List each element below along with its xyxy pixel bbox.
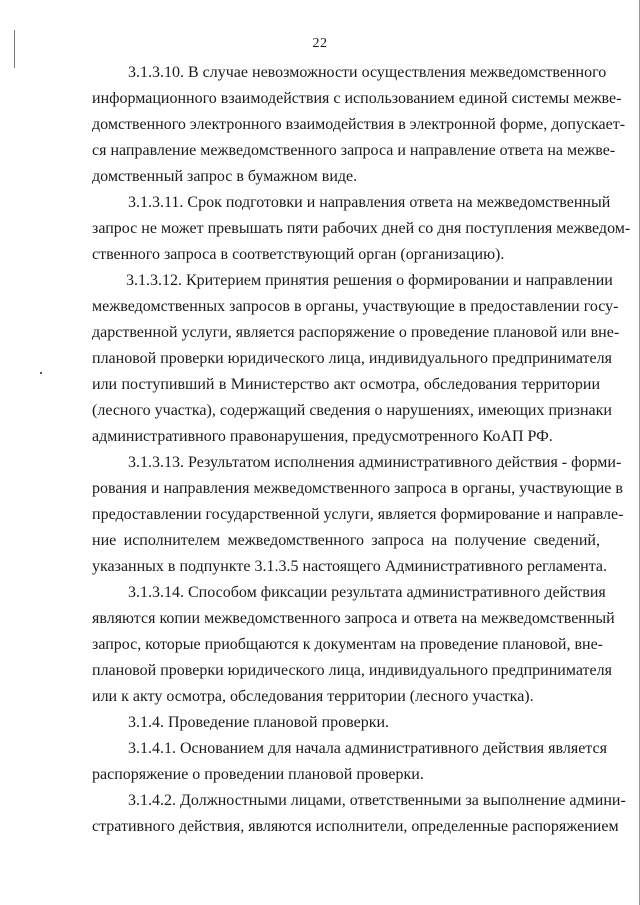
text-line: 3.1.3.12. Критерием принятия решения о формировании и направлении — [126, 272, 613, 289]
text-line: плановой проверки юридического лица, индивидуального предпринимателя — [92, 350, 612, 367]
text-line: 3.1.3.10. В случае невозможности осуществления межведомственного — [128, 64, 607, 81]
text-line: административного правонарушения, предусмотренного КоАП РФ. — [92, 428, 553, 445]
text-line: домственный запрос в бумажном виде. — [92, 168, 358, 185]
text-line: (лесного участка), содержащий сведения о нарушениях, имеющих признаки — [92, 402, 612, 419]
text-line: или поступивший в Министерство акт осмотра, обследования территории — [92, 376, 600, 393]
text-line: указанных в подпункте 3.1.3.5 настоящего Административного регламента. — [92, 558, 608, 575]
text-line: 3.1.3.13. Результатом исполнения административного действия - форми- — [128, 454, 622, 471]
text-line: запрос, которые приобщаются к документам на проведение плановой, вне- — [92, 636, 603, 653]
text-line: информационного взаимодействия с использованием единой системы межве- — [92, 90, 622, 107]
text-line: домственного электронного взаимодействия в электронной форме, допускает- — [92, 116, 626, 133]
text-line: 3.1.4.2. Должностными лицами, ответственными за выполнение админи- — [128, 792, 626, 809]
text-line: ся направление межведомственного запроса и направление ответа на межве- — [92, 142, 616, 159]
text-line: являются копии межведомственного запроса и ответа на межведомственный — [92, 610, 615, 627]
text-line: 3.1.3.11. Срок подготовки и направления ответа на межведомственный — [128, 194, 611, 211]
text-line: ние исполнителем межведомственного запроса на получение сведений, — [92, 532, 600, 549]
text-line: рования и направления межведомственного запроса в органы, участвующие в — [92, 480, 623, 497]
text-line: дарственной услуги, является распоряжение о проведение плановой или вне- — [92, 324, 620, 341]
text-line: или к акту осмотра, обследования территории (лесного участка). — [92, 688, 534, 705]
text-line: плановой проверки юридического лица, индивидуального предпринимателя — [92, 662, 612, 679]
page-number: 22 — [312, 36, 328, 51]
text-line: 3.1.3.14. Способом фиксации результата административного действия — [128, 584, 606, 601]
text-line: ственного запроса в соответствующий орган (организацию). — [92, 246, 505, 263]
text-line: распоряжение о проведении плановой проверки. — [92, 766, 424, 783]
text-line: 3.1.4. Проведение плановой проверки. — [128, 714, 390, 731]
text-line: 3.1.4.1. Основанием для начала административного действия является — [128, 740, 607, 757]
body-text — [92, 60, 631, 840]
text-line: запрос не может превышать пяти рабочих дней со дня поступления межведом- — [92, 220, 631, 237]
text-line: межведомственных запросов в органы, участвующие в предоставлении госу- — [92, 298, 619, 315]
text-line: предоставлении государственной услуги, является формирование и направле- — [92, 506, 624, 523]
text-line: стративного действия, являются исполнители, определенные распоряжением — [92, 818, 619, 835]
scan-artifact — [40, 372, 42, 374]
